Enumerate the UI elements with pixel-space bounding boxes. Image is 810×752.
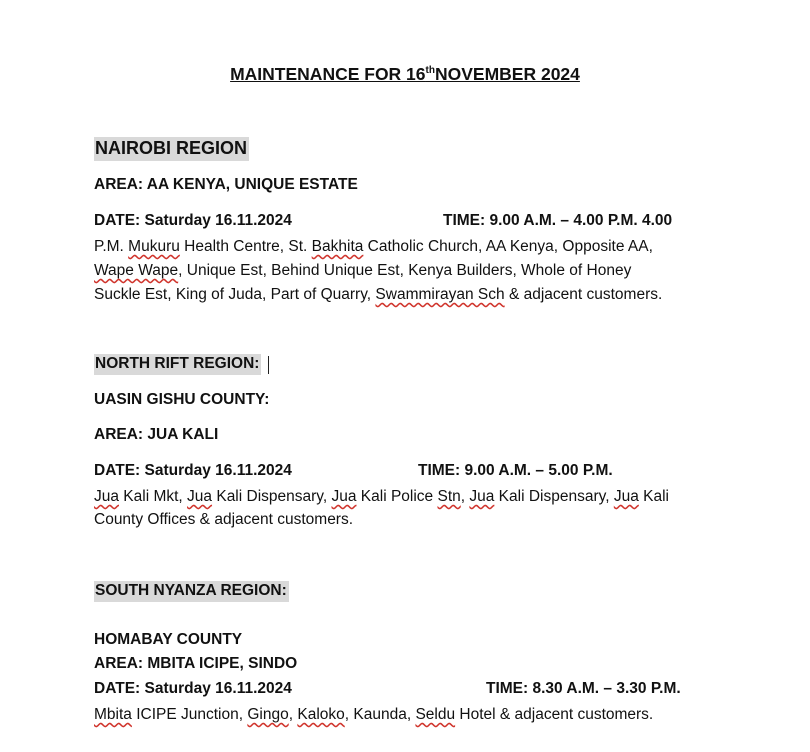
title-superscript: th <box>425 65 435 77</box>
date-nairobi: DATE: Saturday 16.11.2024 <box>94 212 292 229</box>
area-north-rift: AREA: JUA KALI <box>94 426 219 443</box>
affected-areas-nairobi-line-2: Wape Wape, Unique Est, Behind Unique Est, Kenya Builders, Whole of Honey <box>94 262 632 279</box>
county-south-nyanza: HOMABAY COUNTY <box>94 631 243 648</box>
date-south-nyanza: DATE: Saturday 16.11.2024 <box>94 680 292 697</box>
affected-areas-nairobi-line-1: P.M. Mukuru Health Centre, St. Bakhita Catholic Church, AA Kenya, Opposite AA, <box>94 238 653 255</box>
area-south-nyanza: AREA: MBITA ICIPE, SINDO <box>94 655 298 672</box>
affected-areas-north-rift-line-2: County Offices & adjacent customers. <box>94 511 354 528</box>
region-heading-north-rift: NORTH RIFT REGION: <box>94 354 261 375</box>
time-south-nyanza: TIME: 8.30 A.M. – 3.30 P.M. <box>486 680 681 697</box>
date-north-rift: DATE: Saturday 16.11.2024 <box>94 462 292 479</box>
area-nairobi: AREA: AA KENYA, UNIQUE ESTATE <box>94 176 358 193</box>
time-nairobi: TIME: 9.00 A.M. – 4.00 P.M. 4.00 <box>443 212 673 229</box>
affected-areas-nairobi-line-3: Suckle Est, King of Juda, Part of Quarry, Swammirayan Sch & adjacent customers. <box>94 286 663 303</box>
time-north-rift: TIME: 9.00 A.M. – 5.00 P.M. <box>418 462 613 479</box>
region-heading-south-nyanza: SOUTH NYANZA REGION: <box>94 581 289 602</box>
affected-areas-north-rift-line-1: Jua Kali Mkt, Jua Kali Dispensary, Jua Kali Police Stn, Jua Kali Dispensary, Jua Kali <box>94 488 669 505</box>
page-title: MAINTENANCE FOR 16thNOVEMBER 2024 <box>230 64 580 84</box>
county-north-rift: UASIN GISHU COUNTY: <box>94 391 270 408</box>
region-heading-nairobi: NAIROBI REGION <box>94 137 249 161</box>
text-cursor <box>268 356 269 374</box>
affected-areas-south-nyanza-line-1: Mbita ICIPE Junction, Gingo, Kaloko, Kaunda, Seldu Hotel & adjacent customers. <box>94 706 654 723</box>
